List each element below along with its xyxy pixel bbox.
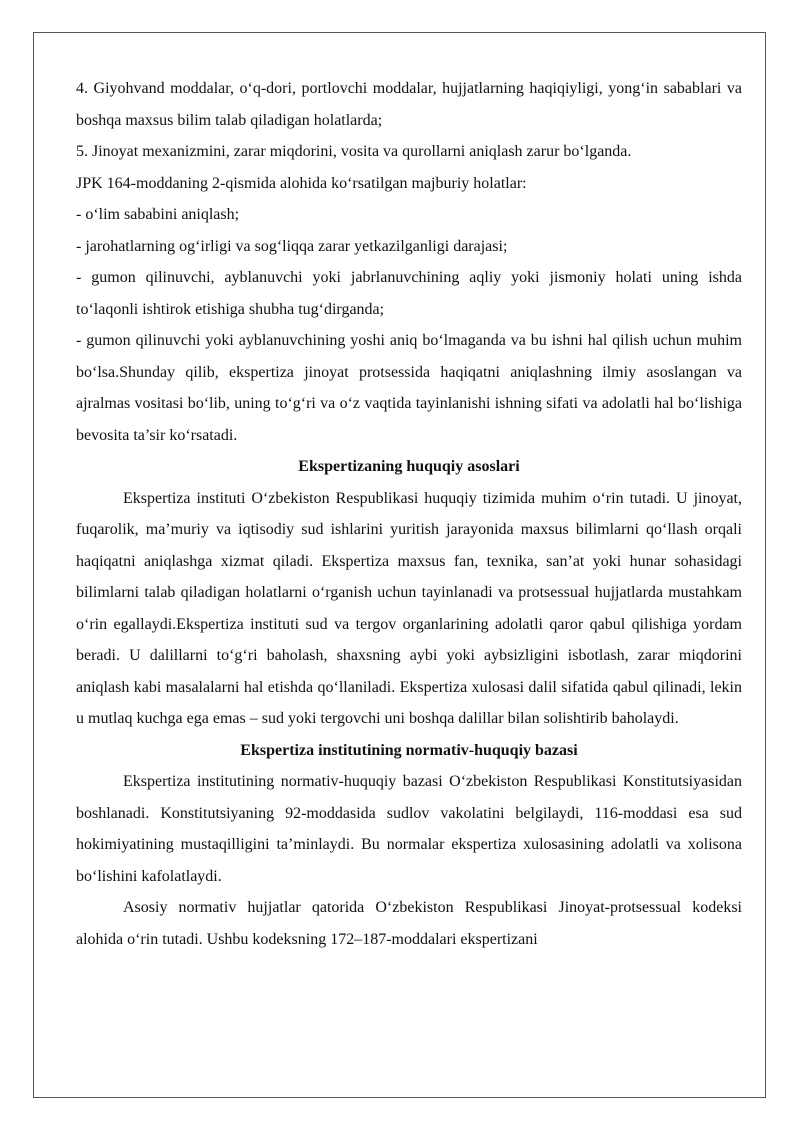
section-heading-legal-basis: Ekspertizaning huquqiy asoslari bbox=[298, 458, 520, 475]
section-heading-normative-base: Ekspertiza institutining normativ-huquqiy bazasi bbox=[240, 741, 578, 759]
list-item-injury-severity: - jarohatlarning og‘irligi va sog‘liqqa zarar yetkazilganligi darajasi; bbox=[76, 237, 508, 255]
list-item-age-unknown: - gumon qilinuvchi yoki ayblanuvchining yoshi aniq bo‘lmaganda va bu ishni hal qilish uchun muhim bo‘lsa.Shunday qilib, ekspertiza jinoyat protsessida haqiqatni aniqlashning ilmiy asoslangan va ajralmas vositasi bo‘lib, uning to‘g‘ri va o‘z vaqtida tayinlanishi ishning sifati va adolatli hal bo‘lishiga bevosita ta’sir ko‘rsatadi. bbox=[76, 332, 742, 444]
paragraph-item-5: 5. Jinoyat mexanizmini, zarar miqdorini, vosita va qurollarni aniqlash zarur bo‘lganda. bbox=[76, 143, 632, 160]
list-item-death-cause: - o‘lim sababini aniqlash; bbox=[76, 206, 240, 223]
section-2-paragraph-2: Asosiy normativ hujjatlar qatorida O‘zbekiston Respublikasi Jinoyat-protsessual kodeksi alohida o‘rin tutadi. Ushbu kodeksning 172–187-moddalari ekspertizani bbox=[76, 899, 742, 948]
list-item-mental-state: - gumon qilinuvchi, ayblanuvchi yoki jabrlanuvchining aqliy yoki jismoniy holati uning ishda to‘laqonli ishtirok etishiga shubha tug‘dirganda; bbox=[76, 269, 742, 318]
section-1-paragraph: Ekspertiza instituti O‘zbekiston Respublikasi huquqiy tizimida muhim o‘rin tutadi. U jinoyat, fuqarolik, ma’muriy va iqtisodiy sud ishlarini yuritish jarayonida maxsus bilimlarni qo‘llash orqali haqiqatni aniqlashga xizmat qiladi. Ekspertiza maxsus fan, texnika, san’at yoki hunar sohasidagi bilimlarni talab qiladigan holatlarni o‘rganish uchun tayinlanadi va protsessual hujjatlarda mustahkam o‘rin egallaydi.Ekspertiza instituti sud va tergov organlarining adolatli qaror qabul qilishiga yordam beradi. U dalillarni to‘g‘ri baholash, shaxsning aybi yoki aybsizligini isbotlash, zarar miqdorini aniqlash kabi masalalarni hal etishda qo‘llaniladi. Ekspertiza xulosasi dalil sifatida qabul qilinadi, lekin u mutlaq kuchga ega emas – sud yoki tergovchi uni boshqa dalillar bilan solishtirib baholaydi. bbox=[76, 489, 742, 727]
paragraph-item-4: 4. Giyohvand moddalar, o‘q-dori, portlovchi moddalar, hujjatlarning haqiqiyligi, yong‘in sabablari va boshqa maxsus bilim talab qiladigan holatlarda; bbox=[76, 80, 742, 129]
section-2-paragraph-1: Ekspertiza institutining normativ-huquqiy bazasi O‘zbekiston Respublikasi Konstitutsiyasidan boshlanadi. Konstitutsiyaning 92-moddasida sudlov vakolatini belgilaydi, 116-moddasi esa sud hokimiyatining mustaqilligini ta’minlaydi. Bu normalar ekspertiza xulosasining adolatli va xolisona bo‘lishini kafolatlaydi. bbox=[76, 773, 742, 885]
paragraph-jpk-intro: JPK 164-moddaning 2-qismida alohida ko‘rsatilgan majburiy holatlar: bbox=[76, 174, 527, 192]
document-body bbox=[76, 73, 742, 955]
